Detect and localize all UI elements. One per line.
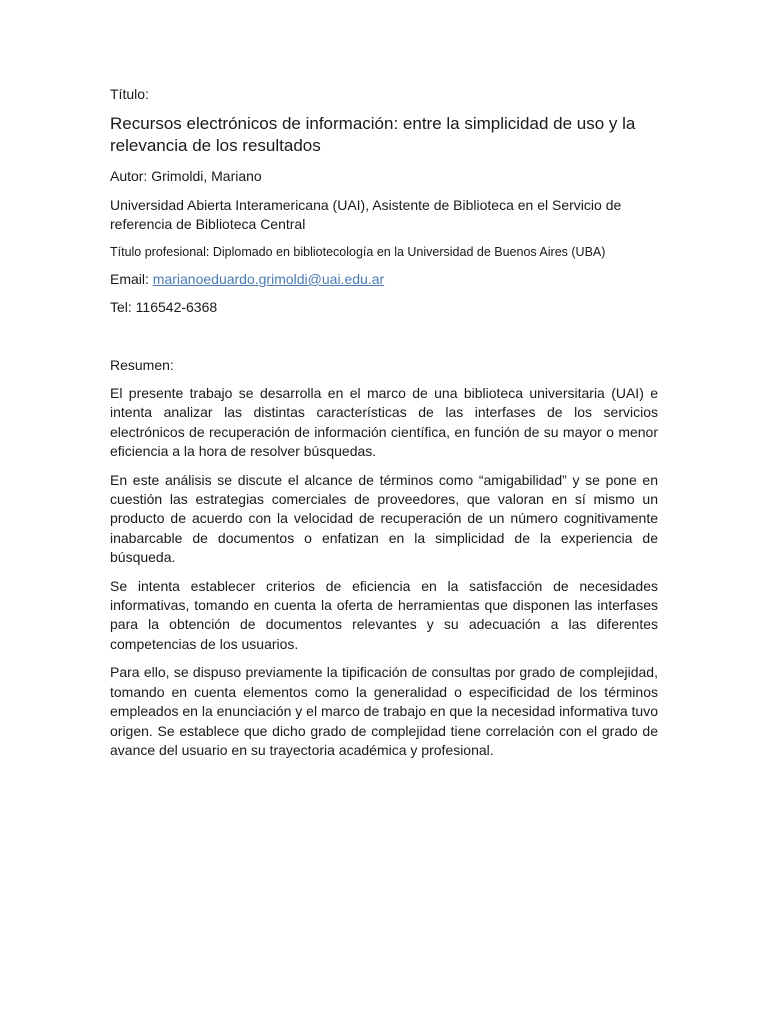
document-title: Recursos electrónicos de información: entre la simplicidad de uso y la relevancia de los resultados xyxy=(110,114,636,155)
title-label: Título: xyxy=(110,86,149,102)
abstract-paragraph: Para ello, se dispuso previamente la tipificación de consultas por grado de complejidad, tomando en cuenta elementos como la generalidad o especificidad de los términos empleados en la enunciación y el marco de trabajo en que la necesidad informativa tuvo origen. Se establece que dicho grado de complejidad tiene correlación con el grado de avance del usuario en su trayectoria académica y profesional. xyxy=(110,664,658,758)
abstract-paragraph: En este análisis se discute el alcance de términos como “amigabilidad” y se pone en cuestión las estrategias comerciales de proveedores, que valoran en sí mismo un producto de acuerdo con la velocidad de recuperación de un número cognitivamente inabarcable de documentos o enfatizan en la simplicidad de la experiencia de búsqueda. xyxy=(110,471,658,566)
professional-title-line: Título profesional: Diplomado en bibliotecología en la Universidad de Buenos Aires (UBA) xyxy=(110,245,606,259)
affiliation-line: Universidad Abierta Interamericana (UAI), Asistente de Biblioteca en el Servicio de referencia de Biblioteca Central xyxy=(110,197,622,232)
abstract-paragraph: El presente trabajo se desarrolla en el marco de una biblioteca universitaria (UAI) e intenta analizar las distintas características de las interfases de los servicios electrónicos de recuperación de información científica, en función de su mayor o menor eficiencia a la hora de resolver búsquedas. xyxy=(110,385,658,460)
email-label: Email: xyxy=(110,271,153,287)
abstract-paragraph: Se intenta establecer criterios de eficiencia en la satisfacción de necesidades informativas, tomando en cuenta la oferta de herramientas que disponen las interfases para la obtención de documentos relevantes y su adecuación a las diferentes competencias de los usuarios. xyxy=(110,577,658,652)
telephone-line: Tel: 116542-6368 xyxy=(110,299,218,315)
author-line: Autor: Grimoldi, Mariano xyxy=(110,168,262,184)
document-content xyxy=(110,84,658,760)
abstract-label: Resumen: xyxy=(110,357,174,373)
email-link[interactable]: marianoeduardo.grimoldi@uai.edu.ar xyxy=(152,271,385,287)
email-line xyxy=(110,269,658,289)
